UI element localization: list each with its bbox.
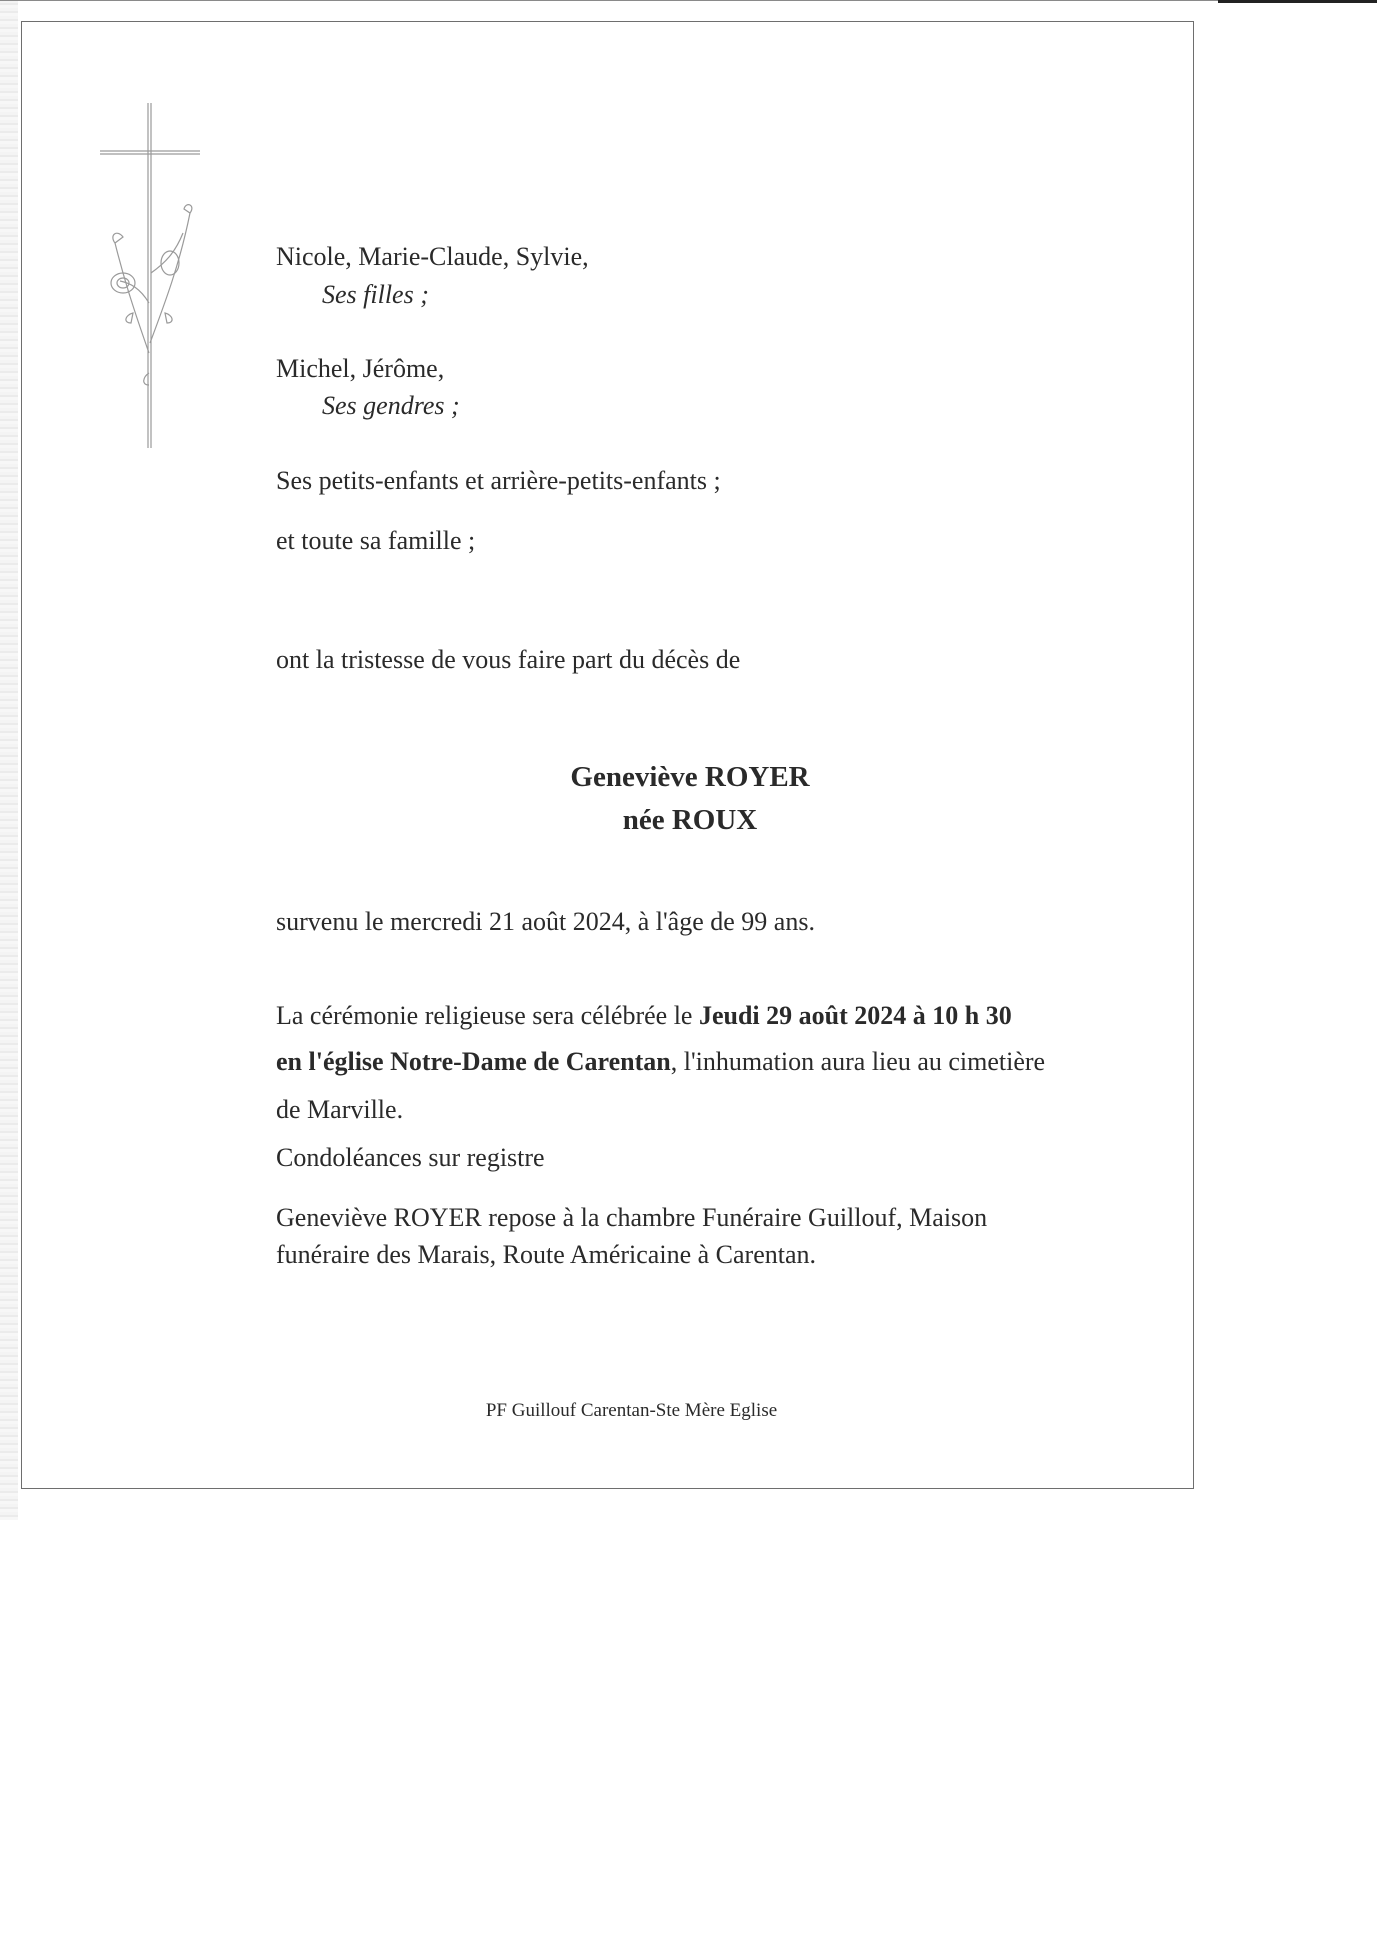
ceremony-line-1: [276, 1000, 1012, 1032]
repose-line-1: Geneviève ROYER repose à la chambre Funéraire Guillouf, Maison: [276, 1203, 988, 1232]
daughters-names: Nicole, Marie-Claude, Sylvie,: [276, 242, 589, 271]
daughters-role: Ses filles ;: [322, 280, 429, 309]
deceased-maiden-name: née ROUX: [622, 804, 758, 836]
condolences-line: Condoléances sur registre: [276, 1143, 545, 1172]
sons-in-law-role: Ses gendres ;: [322, 391, 460, 420]
sons-in-law-names: Michel, Jérôme,: [276, 354, 445, 383]
repose-line-2: funéraire des Marais, Route Américaine à Carentan.: [276, 1240, 816, 1269]
funeral-home-footer: PF Guillouf Carentan-Ste Mère Eglise: [485, 1400, 778, 1421]
ceremony-date-time: Jeudi 29 août 2024 à 10 h 30: [698, 1001, 1012, 1030]
cross-with-flowers-icon: [95, 103, 205, 448]
ceremony-intro: La cérémonie religieuse sera célébrée le: [276, 1001, 699, 1030]
ceremony-burial: , l'inhumation aura lieu au cimetière: [670, 1047, 1046, 1076]
ceremony-burial-cont: de Marville.: [276, 1095, 404, 1124]
scan-top-edge: [0, 0, 1218, 1]
scan-right-edge-mark: [1218, 0, 1377, 3]
announcement-line: ont la tristesse de vous faire part du décès de: [276, 645, 741, 674]
ceremony-line-2: [276, 1046, 1045, 1078]
death-info-line: survenu le mercredi 21 août 2024, à l'âge de 99 ans.: [276, 907, 815, 936]
scan-left-edge: [0, 0, 18, 1520]
whole-family-line: et toute sa famille ;: [276, 526, 476, 555]
deceased-name: Geneviève ROYER: [570, 761, 810, 793]
grandchildren-line: Ses petits-enfants et arrière-petits-enfants ;: [276, 466, 721, 495]
ceremony-location: en l'église Notre-Dame de Carentan: [276, 1047, 671, 1076]
